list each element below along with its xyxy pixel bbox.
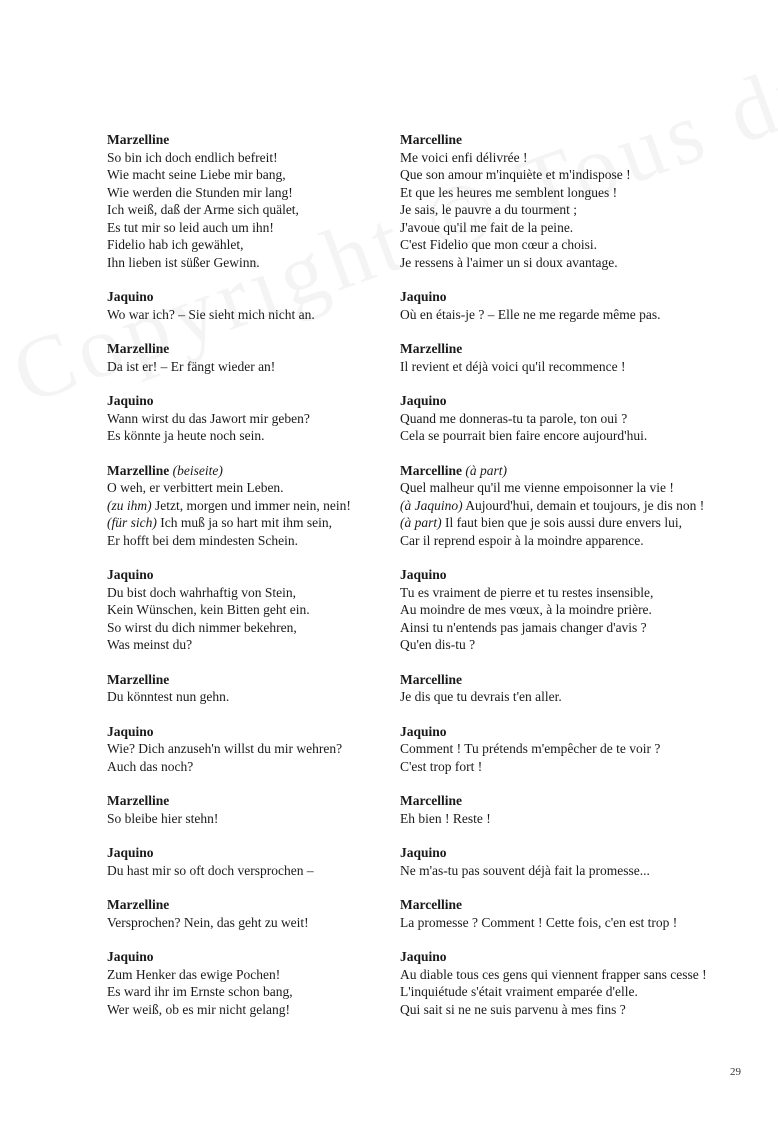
lyric-text: Et que les heures me semblent longues !	[400, 184, 618, 200]
lyric-line	[107, 619, 387, 637]
lyric-line	[400, 532, 700, 550]
lyric-text: Ainsi tu n'entends pas jamais changer d'avis ?	[400, 619, 647, 635]
lyric-text: Ihn lieben ist süßer Gewinn.	[107, 254, 260, 270]
lyric-text: Cela se pourrait bien faire encore aujourd'hui.	[400, 428, 648, 443]
french-speech-block	[400, 566, 700, 654]
french-speech-block	[400, 392, 700, 445]
german-speech-block	[107, 844, 387, 879]
lyric-line	[400, 601, 700, 619]
lyric-text: So wirst du dich nimmer bekehren,	[107, 619, 297, 635]
lyric-line	[107, 758, 387, 776]
german-speech-block	[107, 288, 387, 323]
speaker-label: Marzelline	[107, 897, 170, 912]
lyric-text: So bin ich doch endlich befreit!	[107, 149, 278, 165]
lyric-text: Eh bien ! Reste !	[400, 810, 491, 826]
lyric-text: Que son amour m'inquiète et m'indispose !	[400, 167, 631, 182]
speaker-label: Jaquino	[107, 949, 154, 964]
lyric-text: Zum Henker das ewige Pochen!	[107, 966, 281, 982]
french-speech-block	[400, 844, 700, 879]
speaker-name	[400, 566, 700, 584]
french-speech-block	[400, 948, 707, 1018]
speaker-label: Marcelline	[400, 793, 462, 808]
lyric-line	[107, 410, 387, 428]
lyric-text: Wie macht seine Liebe mir bang,	[107, 167, 286, 182]
lyric-line	[107, 497, 387, 515]
lyric-line	[400, 619, 700, 637]
lyric-line	[107, 983, 387, 1001]
lyric-text: Comment ! Tu prétends m'empêcher de te voir ?	[400, 741, 661, 756]
speaker-label: Jaquino	[107, 393, 154, 408]
lyric-text: Au diable tous ces gens qui viennent frapper sans cesse !	[400, 966, 707, 982]
lyric-text: Car il reprend espoir à la moindre apparence.	[400, 532, 644, 548]
lyric-text: Quand me donneras-tu ta parole, ton oui ?	[400, 410, 628, 426]
lyric-line	[400, 479, 700, 497]
lyric-text: So bleibe hier stehn!	[107, 810, 219, 826]
speaker-label: Marzelline	[107, 341, 170, 356]
german-speech-block	[107, 723, 387, 776]
lyric-line	[400, 1001, 700, 1019]
lyric-text: Jetzt, morgen und immer nein, nein!	[155, 497, 351, 513]
speaker-name	[107, 462, 387, 480]
lyric-text: Ne m'as-tu pas souvent déjà fait la promesse...	[400, 862, 650, 878]
lyric-line	[400, 914, 700, 932]
stage-direction: (à Jaquino)	[400, 497, 463, 513]
lyric-text: Kein Wünschen, kein Bitten geht ein.	[107, 602, 310, 617]
lyric-line	[400, 497, 705, 515]
french-speech-block	[400, 462, 705, 550]
speaker-label: Marcelline	[400, 132, 462, 147]
speaker-label: Jaquino	[400, 949, 447, 964]
lyric-line	[107, 514, 387, 532]
speaker-label: Jaquino	[107, 567, 154, 582]
lyric-text: Tu es vraiment de pierre et tu restes insensible,	[400, 584, 654, 600]
lyric-text: Es ward ihr im Ernste schon bang,	[107, 984, 293, 999]
german-column	[107, 131, 387, 1035]
lyric-line	[107, 688, 387, 706]
german-speech-block	[107, 392, 387, 445]
speaker-name	[107, 948, 387, 966]
stage-direction: (à part)	[400, 515, 442, 530]
lyric-line	[107, 1001, 387, 1019]
speaker-name	[400, 948, 700, 966]
speaker-name	[107, 288, 387, 306]
lyric-line	[107, 184, 387, 202]
lyric-line	[400, 166, 700, 184]
lyric-text: Ich weiß, daß der Arme sich quälet,	[107, 202, 299, 217]
french-speech-block	[400, 723, 700, 776]
french-speech-block	[400, 792, 700, 827]
lyric-line	[107, 219, 387, 237]
lyric-line	[400, 688, 700, 706]
lyric-line	[107, 479, 387, 497]
lyric-text: Wie? Dich anzuseh'n willst du mir wehren?	[107, 741, 343, 756]
german-speech-block	[107, 340, 387, 375]
lyric-text: Es tut mir so leid auch um ihn!	[107, 219, 274, 235]
lyric-text: Wann wirst du das Jawort mir geben?	[107, 410, 310, 426]
lyric-text: Me voici enfi délivrée !	[400, 149, 528, 165]
lyric-line	[107, 532, 387, 550]
lyric-line	[400, 584, 700, 602]
lyric-line	[400, 983, 700, 1001]
speaker-name	[107, 896, 387, 914]
speaker-name	[107, 671, 387, 689]
lyric-text: Versprochen? Nein, das geht zu weit!	[107, 914, 309, 930]
stage-direction: (für sich)	[107, 515, 157, 530]
speaker-label: Jaquino	[400, 289, 447, 304]
speaker-label: Jaquino	[107, 723, 154, 739]
lyric-line	[400, 427, 700, 445]
speaker-label: Jaquino	[400, 567, 447, 582]
stage-direction: (zu ihm)	[107, 497, 152, 513]
lyric-line	[400, 201, 700, 219]
lyric-line	[400, 184, 700, 202]
lyric-line	[107, 601, 387, 619]
lyric-line	[400, 306, 700, 324]
lyric-line	[400, 149, 700, 167]
lyric-line	[400, 758, 700, 776]
lyric-text: Quel malheur qu'il me vienne empoisonner la vie !	[400, 480, 674, 495]
lyric-line	[107, 584, 387, 602]
lyric-line	[107, 201, 387, 219]
lyric-text: Il revient et déjà voici qu'il recommence !	[400, 358, 626, 374]
lyric-line	[107, 740, 387, 758]
lyric-line	[107, 149, 387, 167]
french-column	[400, 131, 707, 1035]
lyric-text: J'avoue qu'il me fait de la peine.	[400, 219, 574, 235]
lyric-line	[107, 427, 387, 445]
lyric-line	[400, 810, 700, 828]
german-speech-block	[107, 566, 387, 654]
speaker-label: Marzelline	[107, 132, 170, 147]
lyric-text: C'est trop fort !	[400, 758, 483, 774]
lyric-text: Da ist er! – Er fängt wieder an!	[107, 358, 276, 374]
lyric-text: Wie werden die Stunden mir lang!	[107, 184, 293, 200]
german-speech-block	[107, 131, 387, 271]
lyric-text: Au moindre de mes vœux, à la moindre prière.	[400, 602, 652, 617]
stage-direction: (à part)	[465, 462, 507, 478]
speaker-name	[400, 844, 700, 862]
speaker-label: Jaquino	[107, 289, 154, 304]
speaker-name	[400, 131, 700, 149]
lyric-text: Du hast mir so oft doch versprochen –	[107, 862, 314, 878]
french-speech-block	[400, 340, 700, 375]
french-speech-block	[400, 896, 700, 931]
speaker-label: Marcelline	[400, 462, 462, 478]
speaker-name	[400, 723, 700, 741]
speaker-name	[107, 792, 387, 810]
speaker-label: Marcelline	[400, 671, 462, 687]
lyric-text: Es könnte ja heute noch sein.	[107, 428, 265, 443]
speaker-name	[400, 462, 700, 480]
lyric-line	[107, 358, 387, 376]
speaker-name	[107, 566, 387, 584]
lyric-text: Je dis que tu devrais t'en aller.	[400, 689, 562, 704]
german-speech-block	[107, 896, 387, 931]
lyric-line	[400, 358, 700, 376]
lyric-text: C'est Fidelio que mon cœur a choisi.	[400, 237, 598, 252]
speaker-label: Marzelline	[107, 793, 170, 808]
lyric-line	[400, 219, 700, 237]
speaker-label: Jaquino	[400, 845, 447, 860]
speaker-name	[400, 288, 700, 306]
lyric-text: Ich muß ja so hart mit ihm sein,	[160, 515, 332, 530]
lyric-text: Aujourd'hui, demain et toujours, je dis non !	[465, 497, 705, 513]
speaker-name	[400, 671, 700, 689]
lyric-text: Was meinst du?	[107, 637, 193, 652]
speaker-name	[107, 392, 387, 410]
lyric-line	[400, 740, 700, 758]
speaker-name	[107, 844, 387, 862]
speaker-name	[107, 340, 387, 358]
lyric-line	[400, 636, 700, 654]
lyric-text: Wo war ich? – Sie sieht mich nicht an.	[107, 306, 315, 322]
speaker-name	[400, 392, 700, 410]
lyric-text: Er hofft bei dem mindesten Schein.	[107, 532, 298, 548]
page-number: 29	[730, 1066, 741, 1078]
lyric-text: Il faut bien que je sois aussi dure envers lui,	[445, 515, 682, 530]
lyric-text: Fidelio hab ich gewählet,	[107, 237, 244, 252]
speaker-name	[400, 896, 700, 914]
speaker-name	[107, 131, 387, 149]
speaker-label: Jaquino	[107, 845, 154, 860]
speaker-label: Marcelline	[400, 897, 462, 912]
speaker-name	[107, 723, 387, 741]
lyric-line	[400, 236, 700, 254]
french-speech-block	[400, 671, 700, 706]
lyric-text: Je ressens à l'aimer un si doux avantage.	[400, 254, 618, 270]
speaker-name	[400, 340, 700, 358]
french-speech-block	[400, 131, 700, 271]
lyric-line	[107, 966, 387, 984]
speaker-label: Marzelline	[107, 462, 170, 478]
lyric-line	[400, 514, 700, 532]
lyric-text: Du könntest nun gehn.	[107, 689, 230, 704]
lyric-text: Du bist doch wahrhaftig von Stein,	[107, 584, 296, 600]
french-speech-block	[400, 288, 700, 323]
german-speech-block	[107, 792, 387, 827]
lyric-line	[400, 862, 700, 880]
speaker-label: Jaquino	[400, 393, 447, 408]
stage-direction: (beiseite)	[172, 462, 223, 478]
lyric-line	[107, 862, 387, 880]
lyric-line	[107, 914, 387, 932]
lyric-line	[400, 410, 700, 428]
lyric-text: Auch das noch?	[107, 758, 194, 774]
lyric-text: Qu'en dis-tu ?	[400, 637, 476, 652]
lyric-text: La promesse ? Comment ! Cette fois, c'en est trop !	[400, 914, 678, 930]
lyric-text: Qui sait si ne ne suis parvenu à mes fins ?	[400, 1001, 626, 1017]
lyric-line	[400, 254, 700, 272]
speaker-label: Marzelline	[400, 341, 463, 356]
german-speech-block	[107, 948, 387, 1018]
german-speech-block	[107, 671, 387, 706]
speaker-name	[400, 792, 700, 810]
lyric-line	[107, 810, 387, 828]
lyric-text: Je sais, le pauvre a du tourment ;	[400, 202, 577, 217]
lyric-text: L'inquiétude s'était vraiment emparée d'elle.	[400, 984, 638, 999]
lyric-line	[107, 166, 387, 184]
lyric-text: Wer weiß, ob es mir nicht gelang!	[107, 1001, 290, 1017]
speaker-label: Jaquino	[400, 723, 447, 739]
lyric-line	[107, 236, 387, 254]
lyric-line	[107, 636, 387, 654]
speaker-label: Marzelline	[107, 671, 170, 687]
lyric-line	[107, 254, 387, 272]
lyric-text: Où en étais-je ? – Elle ne me regarde même pas.	[400, 306, 661, 322]
lyric-line	[107, 306, 387, 324]
lyric-line	[400, 966, 707, 984]
lyric-text: O weh, er verbittert mein Leben.	[107, 480, 284, 495]
german-speech-block	[107, 462, 387, 550]
